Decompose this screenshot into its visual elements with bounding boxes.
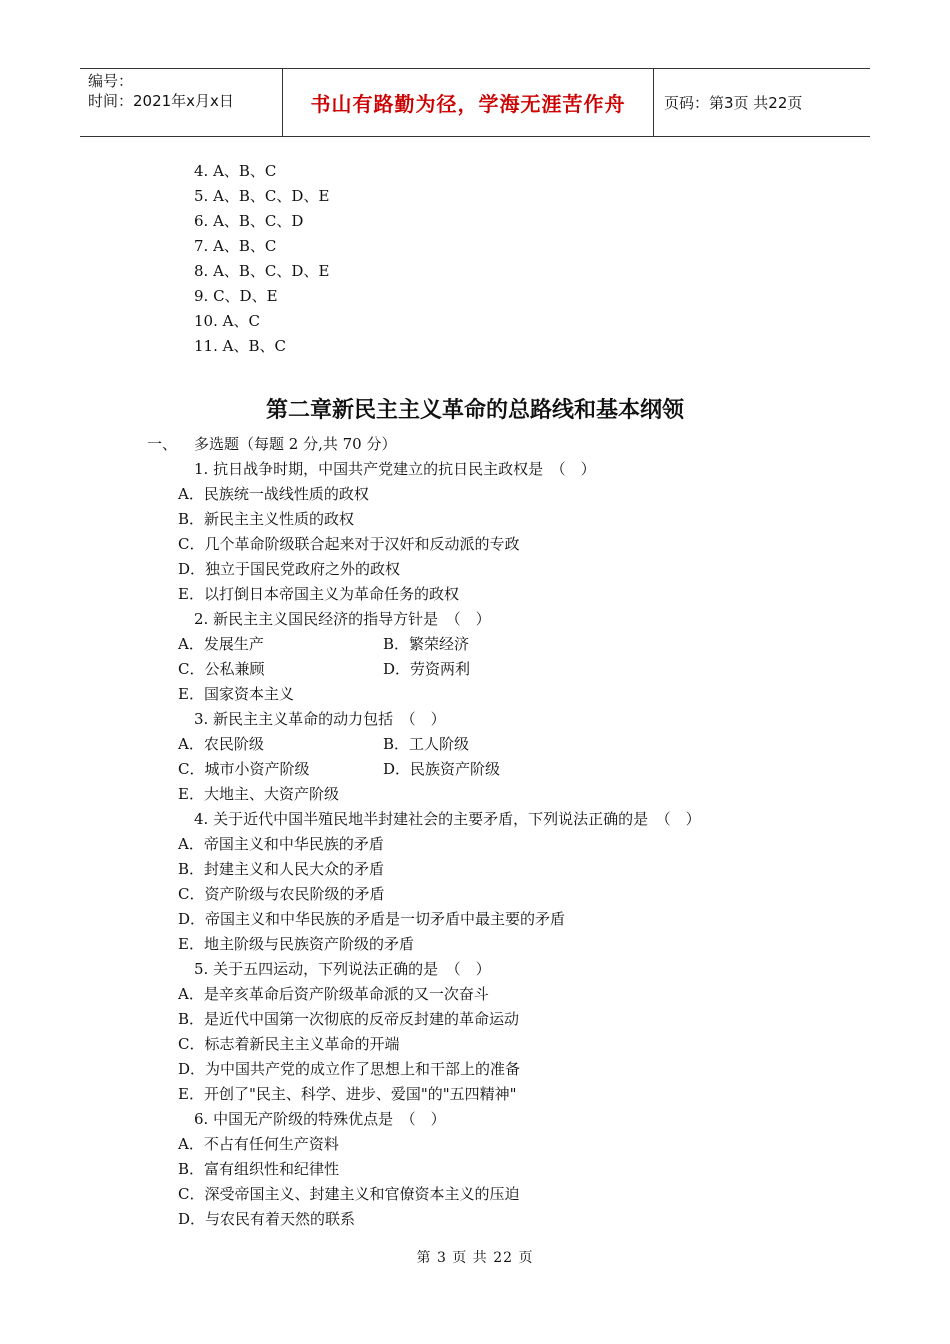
answer-item: 8. A、B、C、D、E xyxy=(194,262,330,280)
option-row xyxy=(0,1157,950,1182)
option-row xyxy=(0,682,950,707)
option-item: D．独立于国民党政府之外的政权 xyxy=(178,560,401,578)
option-row xyxy=(0,532,950,557)
option-item: D．民族资产阶级 xyxy=(383,760,501,778)
page-header xyxy=(80,68,870,137)
answer-item: 10. A、C xyxy=(194,312,260,330)
option-item: A．帝国主义和中华民族的矛盾 xyxy=(178,835,384,853)
option-row xyxy=(0,507,950,532)
answer-item: 9. C、D、E xyxy=(194,287,278,305)
question-row xyxy=(0,707,950,732)
chapter-title: 第二章新民主主义革命的总路线和基本纲领 xyxy=(265,397,684,423)
option-item: E．大地主、大资产阶级 xyxy=(178,785,339,803)
option-item: B．富有组织性和纪律性 xyxy=(178,1160,340,1178)
question-stem: 3. 新民主主义革命的动力包括 （ ） xyxy=(194,710,446,728)
option-row xyxy=(0,782,950,807)
option-row xyxy=(0,1032,950,1057)
option-row xyxy=(0,1182,950,1207)
option-row xyxy=(0,482,950,507)
option-item: E．地主阶级与民族资产阶级的矛盾 xyxy=(178,935,414,953)
option-item: A．不占有任何生产资料 xyxy=(178,1135,339,1153)
option-row xyxy=(0,857,950,882)
option-item: B．新民主主义性质的政权 xyxy=(178,510,355,528)
option-row xyxy=(0,1082,950,1107)
option-row xyxy=(0,557,950,582)
header-meta xyxy=(80,69,282,136)
option-item: B．封建主义和人民大众的矛盾 xyxy=(178,860,385,878)
option-item: D．与农民有着天然的联系 xyxy=(178,1210,356,1228)
question-stem: 1. 抗日战争时期，中国共产党建立的抗日民主政权是 （ ） xyxy=(194,460,596,478)
option-row xyxy=(0,1207,950,1232)
answer-item: 5. A、B、C、D、E xyxy=(194,187,330,205)
option-item: E．以打倒日本帝国主义为革命任务的政权 xyxy=(178,585,459,603)
answer-item: 6. A、B、C、D xyxy=(194,212,304,230)
section-heading xyxy=(0,432,950,457)
option-row xyxy=(0,1132,950,1157)
option-row xyxy=(0,907,950,932)
option-row xyxy=(0,757,950,782)
option-item: D．帝国主义和中华民族的矛盾是一切矛盾中最主要的矛盾 xyxy=(178,910,566,928)
option-row xyxy=(0,732,950,757)
option-row xyxy=(0,832,950,857)
option-item: A．民族统一战线性质的政权 xyxy=(178,485,369,503)
question-row xyxy=(0,607,950,632)
option-item: A．是辛亥革命后资产阶级革命派的又一次奋斗 xyxy=(178,985,489,1003)
section-title: 多选题（每题 2 分,共 70 分） xyxy=(194,435,397,453)
option-item: D．劳资两利 xyxy=(383,660,471,678)
option-item: D．为中国共产党的成立作了思想上和干部上的准备 xyxy=(178,1060,521,1078)
section-number: 一、 xyxy=(147,435,178,453)
option-item: A．发展生产 xyxy=(178,635,264,653)
option-item: C．深受帝国主义、封建主义和官僚资本主义的压迫 xyxy=(178,1185,520,1203)
option-row xyxy=(0,1007,950,1032)
question-section xyxy=(0,432,950,1232)
question-stem: 2. 新民主主义国民经济的指导方针是 （ ） xyxy=(194,610,491,628)
option-item: C．标志着新民主主义革命的开端 xyxy=(178,1035,400,1053)
answer-item: 7. A、B、C xyxy=(194,237,277,255)
question-stem: 6. 中国无产阶级的特殊优点是 （ ） xyxy=(194,1110,446,1128)
answer-list xyxy=(194,159,329,359)
question-row xyxy=(0,807,950,832)
option-item: B．工人阶级 xyxy=(383,735,470,753)
option-row xyxy=(0,657,950,682)
option-row xyxy=(0,982,950,1007)
header-motto: 书山有路勤为径，学海无涯苦作舟 xyxy=(282,69,654,136)
option-item: E．开创了"民主、科学、进步、爱国"的"五四精神" xyxy=(178,1085,517,1103)
document-number-label: 编号： xyxy=(88,72,134,90)
question-stem: 4. 关于近代中国半殖民地半封建社会的主要矛盾，下列说法正确的是 （ ） xyxy=(194,810,701,828)
option-item: C．公私兼顾 xyxy=(178,660,265,678)
option-row xyxy=(0,632,950,657)
option-item: A．农民阶级 xyxy=(178,735,264,753)
option-row xyxy=(0,1057,950,1082)
option-row xyxy=(0,582,950,607)
question-row xyxy=(0,457,950,482)
option-item: C．几个革命阶级联合起来对于汉奸和反动派的专政 xyxy=(178,535,520,553)
option-item: C．城市小资产阶级 xyxy=(178,760,310,778)
option-row xyxy=(0,882,950,907)
option-row xyxy=(0,932,950,957)
option-item: B．是近代中国第一次彻底的反帝反封建的革命运动 xyxy=(178,1010,520,1028)
answer-item: 11. A、B、C xyxy=(194,337,286,355)
option-item: C．资产阶级与农民阶级的矛盾 xyxy=(178,885,385,903)
answer-item: 4. A、B、C xyxy=(194,162,277,180)
question-row xyxy=(0,1107,950,1132)
option-item: E．国家资本主义 xyxy=(178,685,294,703)
question-stem: 5. 关于五四运动，下列说法正确的是 （ ） xyxy=(194,960,491,978)
question-row xyxy=(0,957,950,982)
option-item: B．繁荣经济 xyxy=(383,635,470,653)
header-page-info: 页码：第3页 共22页 xyxy=(664,94,803,112)
document-date: 时间：2021年x月x日 xyxy=(88,92,234,110)
page-footer: 第 3 页 共 22 页 xyxy=(416,1250,534,1266)
